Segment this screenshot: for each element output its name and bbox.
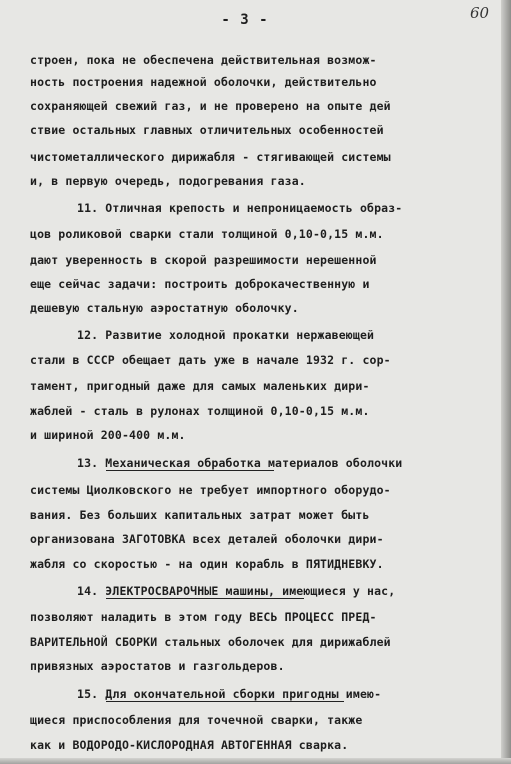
handwritten-folio-number: 60 [470, 4, 490, 22]
text-line: строен, пока не обеспечена действительная возмож- [30, 53, 377, 67]
page-number: - 3 - [221, 12, 269, 28]
text-line: сохраняющей свежий газ, и не проверено на опыте дей [30, 99, 391, 113]
text-line: жабля со скоростью - на один корабль в ПЯТИДНЕВКУ. [30, 557, 384, 571]
text-line: привязных аэростатов и газгольдеров. [30, 659, 285, 673]
text-line: системы Циолковского не требует импортного оборудо- [30, 483, 391, 497]
text-line: и шириной 200-400 м.м. [30, 428, 186, 442]
text-line: жаблей - сталь в рулонах толщиной 0,10-0,15 м.м. [30, 404, 370, 418]
text-line: организована ЗАГОТОВКА всех деталей оболочки дири- [30, 532, 384, 546]
text-line: и, в первую очередь, подогревания газа. [30, 174, 306, 188]
handwritten-underline [106, 701, 344, 702]
text-line: позволяют наладить в этом году ВЕСЬ ПРОЦЕСС ПРЕД- [30, 610, 377, 624]
page-bottom-edge [0, 758, 511, 764]
text-line: 13. Механическая обработка материалов оболочки [77, 456, 403, 470]
text-line: 12. Развитие холодной прокатки нержавеющей [77, 328, 375, 342]
text-line: 11. Отличная крепость и непроницаемость образ- [77, 201, 403, 215]
text-line: дешевую стальную аэростатную оболочку. [30, 301, 299, 315]
text-line: ность построения надежной оболочки, действительно [30, 75, 377, 89]
text-line: вания. Без больших капитальных затрат может быть [30, 508, 370, 522]
handwritten-underline [106, 470, 274, 471]
text-line: чистометаллического дирижабля - стягивающей системы [30, 150, 391, 164]
text-line: ВАРИТЕЛЬНОЙ СБОРКИ стальных оболочек для дирижаблей [30, 635, 391, 649]
text-line: 15. Для окончательной сборки пригодны имею- [77, 687, 382, 701]
text-line: стали в СССР обещает дать уже в начале 1932 г. сор- [30, 353, 391, 367]
text-line: щиеся приспособления для точечной сварки, также [30, 713, 363, 727]
text-line: дают уверенность в скорой разрешимости нерешенной [30, 253, 377, 267]
text-line: тамент, пригодный даже для самых маленьких дири- [30, 379, 370, 393]
handwritten-underline [106, 598, 304, 599]
text-line: цов роликовой сварки стали толщиной 0,10-0,15 м.м. [30, 227, 384, 241]
text-line: 14. ЭЛЕКТРОСВАРОЧНЫЕ машины, имеющиеся у нас, [77, 584, 396, 598]
text-line: еще сейчас задачи: построить доброкачественную и [30, 277, 370, 291]
text-line: как и ВОДОРОДО-КИСЛОРОДНАЯ АВТОГЕННАЯ сварка. [30, 738, 349, 752]
text-line: ствие остальных главных отличительных особенностей [30, 123, 384, 137]
page-right-edge [501, 0, 511, 764]
